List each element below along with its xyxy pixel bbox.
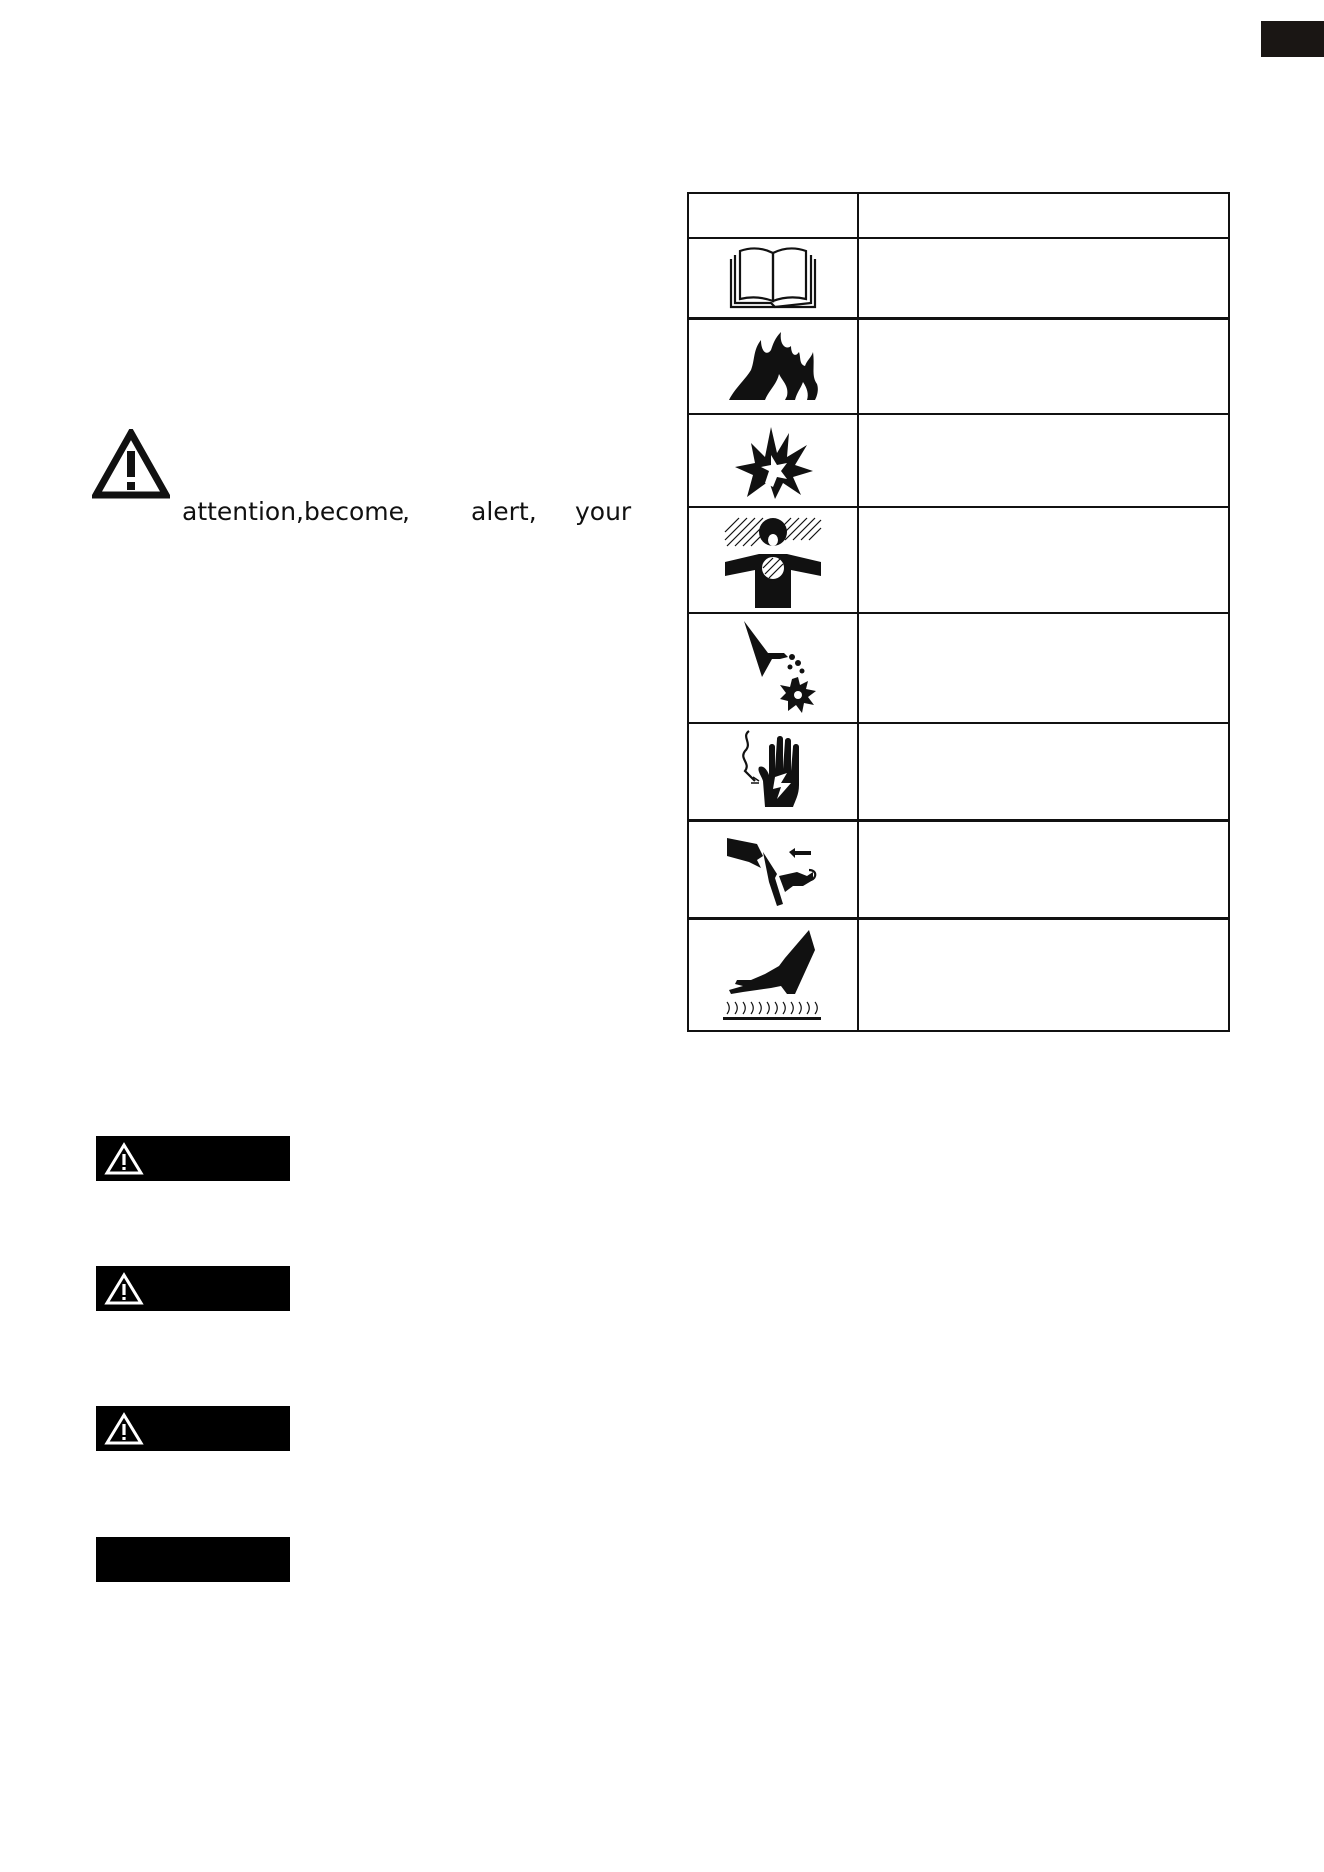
symbol-header-cell [689,194,857,237]
signal-word-badge [96,1136,290,1181]
table-row [689,614,857,722]
safety-symbols-table [687,192,1230,1032]
notice-badge [96,1537,290,1582]
safety-alert-triangle-icon [92,429,170,499]
meaning-cell [859,319,1228,413]
read-manual-icon [727,245,819,311]
table-row [689,319,857,413]
intro-word: alert, [471,497,537,526]
signal-word-badge [96,1266,290,1311]
page-tab-marker [1261,21,1324,57]
warning-triangle-icon [104,1412,144,1446]
meaning-header-cell [859,194,1228,237]
intro-text-line [182,494,632,530]
signal-word-badge [96,1406,290,1451]
table-row [689,508,857,612]
rotating-blade-hand-injury-icon [728,619,818,717]
intro-word: your [575,497,632,526]
intro-word: attention,become [182,497,405,526]
table-row [689,822,857,917]
table-row [689,724,857,819]
hot-surface-burn-icon [721,928,825,1022]
toxic-fumes-inhalation-icon [721,512,825,608]
electric-shock-hand-icon [735,729,811,815]
warning-triangle-icon [104,1272,144,1306]
explosion-hazard-icon [731,423,815,499]
warning-triangle-icon [104,1142,144,1176]
kickback-hand-injury-icon [723,830,823,910]
table-row [689,920,857,1030]
table-row [689,415,857,506]
intro-word: , [402,497,410,526]
table-row [689,239,857,317]
fire-hazard-icon [725,330,821,402]
